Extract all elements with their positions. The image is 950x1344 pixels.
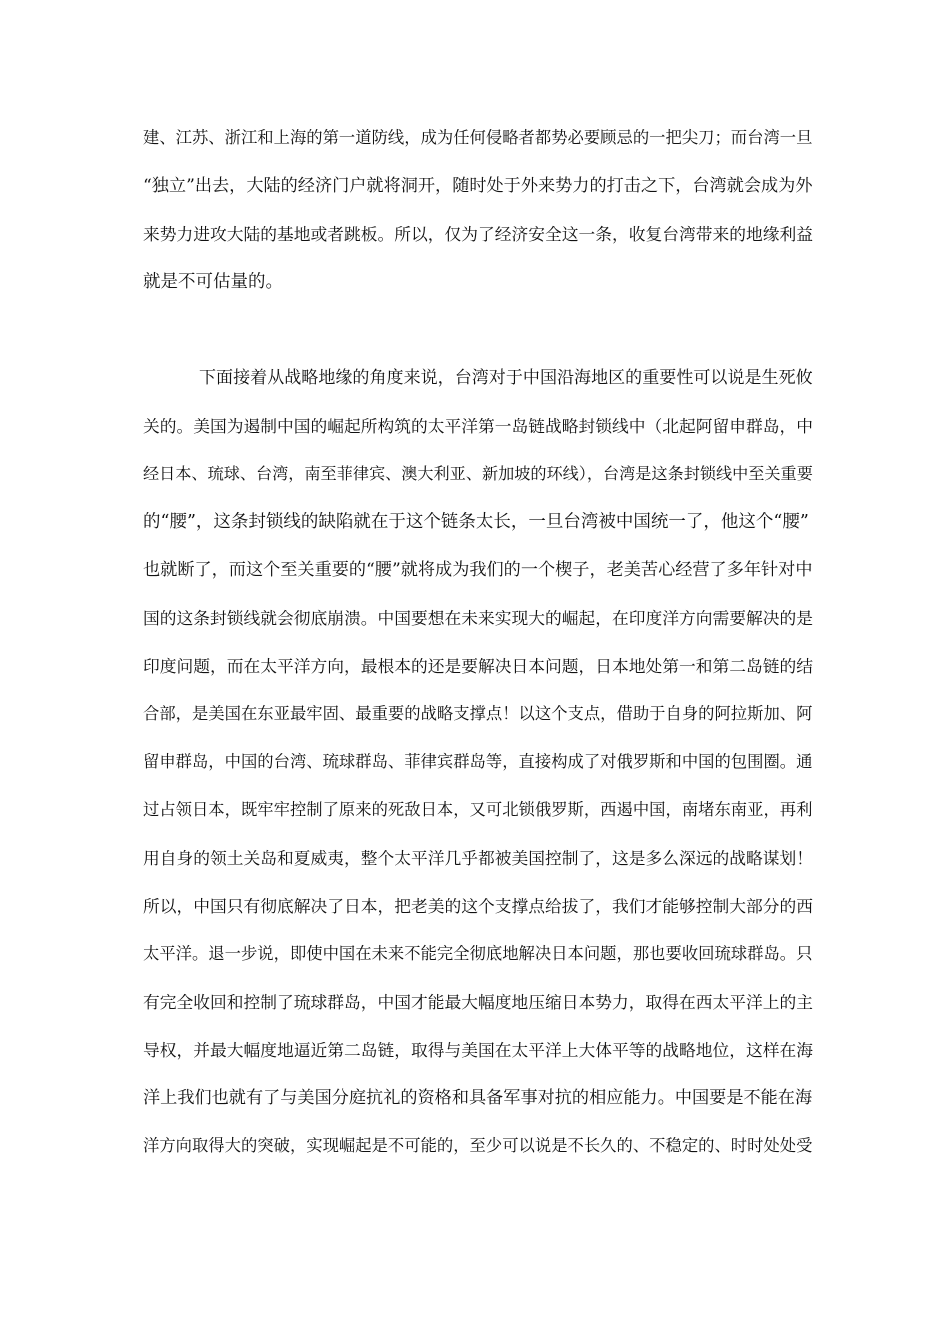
text-line: 合部，是美国在东亚最牢固、最重要的战略支撑点！以这个支点，借助于自身的阿拉斯加、阿 <box>143 704 813 723</box>
text-line: 有完全收回和控制了琉球群岛，中国才能最大幅度地压缩日本势力，取得在西太平洋上的主 <box>143 992 814 1012</box>
text-line: 洋方向取得大的突破，实现崛起是不可能的，至少可以说是不长久的、不稳定的、时时处处受 <box>143 1136 813 1155</box>
text-line: 所以，中国只有彻底解决了日本，把老美的这个支撑点给拔了，我们才能够控制大部分的西 <box>143 896 814 916</box>
text-line: 来势力进攻大陆的基地或者跳板。所以，仅为了经济安全这一条，收复台湾带来的地缘利益 <box>143 224 814 244</box>
text-line: 建、江苏、浙江和上海的第一道防线，成为任何侵略者都势必要顾忌的一把尖刀；而台湾一旦 <box>143 128 813 147</box>
text-line: 就是不可估量的。 <box>143 272 283 292</box>
text-line: “独立”出去，大陆的经济门户就将洞开，随时处于外来势力的打击之下，台湾就会成为外 <box>143 176 813 196</box>
text-line: 过占领日本，既牢牢控制了原来的死敌日本，又可北锁俄罗斯，西遏中国，南堵东南亚，再利 <box>143 800 813 819</box>
text-line: 留申群岛，中国的台湾、琉球群岛、菲律宾群岛等，直接构成了对俄罗斯和中国的包围圈。通 <box>143 752 813 771</box>
text-line: 经日本、琉球、台湾，南至菲律宾、澳大利亚、新加坡的环线），台湾是这条封锁线中至关重要 <box>143 464 813 483</box>
text-line: 印度问题，而在太平洋方向，最根本的还是要解决日本问题，日本地处第一和第二岛链的结 <box>143 656 814 676</box>
text-line: 洋上我们也就有了与美国分庭抗礼的资格和具备军事对抗的相应能力。中国要是不能在海 <box>143 1088 813 1108</box>
text-line: 太平洋。退一步说，即使中国在未来不能完全彻底地解决日本问题，那也要收回琉球群岛。只 <box>143 944 813 963</box>
text-line: 用自身的领土关岛和夏威夷，整个太平洋几乎都被美国控制了，这是多么深远的战略谋划！ <box>143 848 814 868</box>
text-line: 关的。美国为遏制中国的崛起所构筑的太平洋第一岛链战略封锁线中（北起阿留申群岛，中 <box>143 416 814 436</box>
text-line: 下面接着从战略地缘的角度来说，台湾对于中国沿海地区的重要性可以说是生死攸 <box>199 368 813 388</box>
text-line: 导权，并最大幅度地逼近第二岛链，取得与美国在太平洋上大体平等的战略地位，这样在海 <box>143 1040 814 1060</box>
text-line: 的“腰”，这条封锁线的缺陷就在于这个链条太长，一旦台湾被中国统一了，他这个“腰” <box>143 512 809 532</box>
text-line: 国的这条封锁线就会彻底崩溃。中国要想在未来实现大的崛起，在印度洋方向需要解决的是 <box>143 608 814 628</box>
text-line: 也就断了，而这个至关重要的“腰”就将成为我们的一个楔子，老美苦心经营了多年针对中 <box>143 560 813 580</box>
